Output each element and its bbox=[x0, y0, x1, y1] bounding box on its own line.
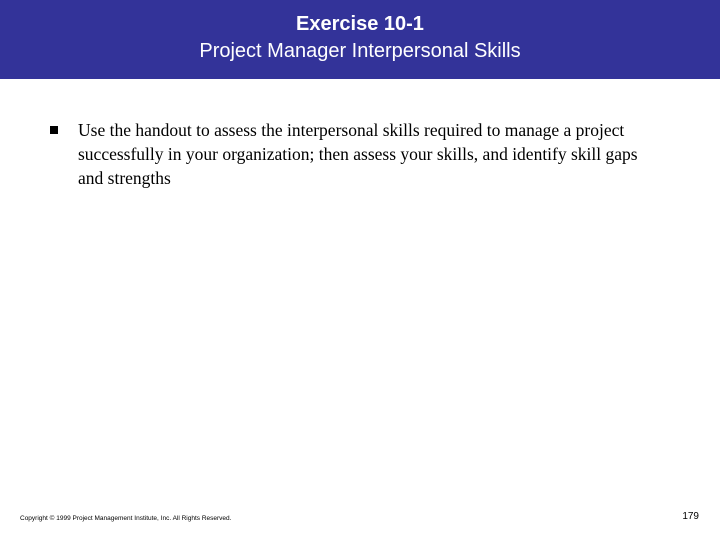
slide-title: Exercise 10-1 bbox=[296, 13, 424, 35]
slide-subtitle: Project Manager Interpersonal Skills bbox=[199, 40, 521, 62]
copyright-notice: Copyright © 1999 Project Management Institute, Inc. All Rights Reserved. bbox=[20, 515, 232, 522]
slide-title-bar bbox=[0, 0, 720, 79]
bullet-item bbox=[50, 118, 660, 190]
square-bullet-icon bbox=[50, 126, 58, 134]
page-number: 179 bbox=[682, 511, 699, 522]
bullet-text: Use the handout to assess the interpersonal skills required to manage a project successfully in your organization; then assess your skills, and identify skill gaps and strengths bbox=[78, 120, 638, 188]
slide-content bbox=[50, 118, 660, 190]
